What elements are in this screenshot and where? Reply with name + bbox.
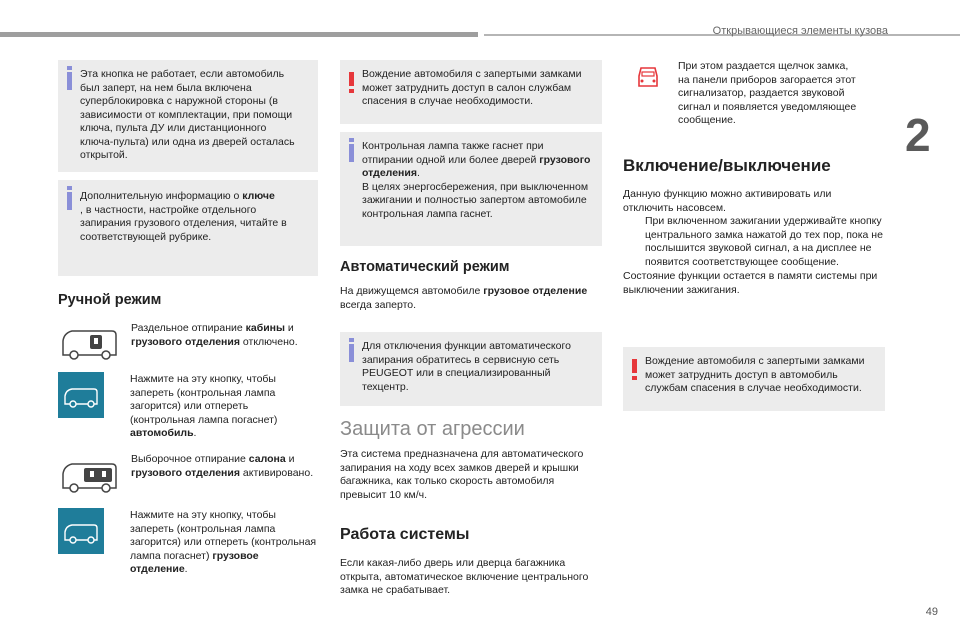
auto-mode-text: На движущемся автомобиле грузовое отделение всегда заперто. <box>340 285 588 311</box>
info-box-key-settings: Дополнительную информацию о ключе , в частности, настройке отдельного запирания грузового отделения, читайте в соответствующей рубрике. <box>58 180 318 276</box>
bullet-lock-vehicle: Нажмите на эту кнопку, чтобы запереть (контрольная лампа загорится) или отпереть (контрольная лампа погаснет) автомобиль. <box>130 373 278 439</box>
bullet-hold-button: При включенном зажигании удерживайте кнопку центрального замка нажатой до тех пор, пока не послышится звуковой сигнал, а на дисплее не появится соответствующее сообщение. <box>645 215 883 268</box>
info-box-button-inactive: Эта кнопка не работает, если автомобиль был заперт, на нем была включена суперблокировка с наружной стороны (в зависимости от комплектации, при помощи ключа, пульта ДУ или дистанционного ключа-пульта) или одна из дверей осталась открытой. <box>58 60 318 172</box>
warning-box-rescue-2: Вождение автомобиля с запертыми замками может затруднить доступ в автомобиль службам спасения в случае необходимости. <box>623 347 885 411</box>
locked-car-warning-icon <box>633 62 663 92</box>
aggression-protection-heading: Защита от агрессии <box>340 418 525 440</box>
bullet-lock-cargo: Нажмите на эту кнопку, чтобы запереть (контрольная лампа загорится) или отпереть (контрольная лампа погаснет) грузовое отделение. <box>130 509 317 575</box>
memory-text: Состояние функции остается в памяти системы при выключении зажигания. <box>623 270 878 296</box>
cargo-lock-button-tile <box>58 508 104 554</box>
info-icon <box>349 344 354 362</box>
manual-mode-heading: Ручной режим <box>58 292 162 308</box>
chapter-number: 2 <box>905 109 931 161</box>
warning-icon <box>349 72 354 86</box>
system-operation-text: Если какая-либо дверь или дверца багажника открыта, автоматическое включение центрального замка не срабатывает. <box>340 557 589 596</box>
page-number: 49 <box>925 606 938 618</box>
van-cargo-lock-icon <box>58 508 104 554</box>
system-operation-heading: Работа системы <box>340 526 470 543</box>
info-icon <box>349 144 354 162</box>
van-separate-lock-icon <box>60 325 120 361</box>
info-icon <box>67 192 72 210</box>
auto-mode-heading: Автоматический режим <box>340 259 510 275</box>
enable-disable-heading: Включение/выключение <box>623 156 831 175</box>
warning-icon <box>632 359 637 373</box>
van-lock-icon <box>58 372 104 418</box>
enable-disable-text: Данную функцию можно активировать или отключить насовсем. <box>623 188 832 214</box>
info-box-lamp: Контрольная лампа также гаснет при отпирании одной или более дверей грузового отделения. В целях энергосбережения, при выключенном зажигании и полностью запертом автомобиле контрольная лампа гаснет. <box>340 132 602 246</box>
section-title: Открывающиеся элементы кузова <box>712 25 888 37</box>
lock-button-tile <box>58 372 104 418</box>
info-box-disable-auto: Для отключения функции автоматического запирания обратитесь в сервисную сеть PEUGEOT или в специализированный техцентр. <box>340 332 602 406</box>
info-icon <box>67 72 72 90</box>
separate-unlock-text: Раздельное отпирание кабины и грузового отделения отключено. <box>131 322 298 348</box>
header-bar-left <box>0 32 478 37</box>
van-selective-lock-icon <box>60 458 120 494</box>
selective-unlock-text: Выборочное отпирание салона и грузового отделения активировано. <box>131 453 314 479</box>
aggression-protection-text: Эта система предназначена для автоматического запирания на ходу всех замков дверей и крышки багажника, как только скорость автомобиля превысит 10 км/ч. <box>340 448 584 501</box>
warning-lamp-text: При этом раздается щелчок замка, на панели приборов загорается этот сигнализатор, раздается звуковой сигнал и появляется уведомляющее сообщение. <box>678 60 857 126</box>
warning-box-rescue: Вождение автомобиля с запертыми замками может затруднить доступ в салон службам спасения в случае необходимости. <box>340 60 602 124</box>
